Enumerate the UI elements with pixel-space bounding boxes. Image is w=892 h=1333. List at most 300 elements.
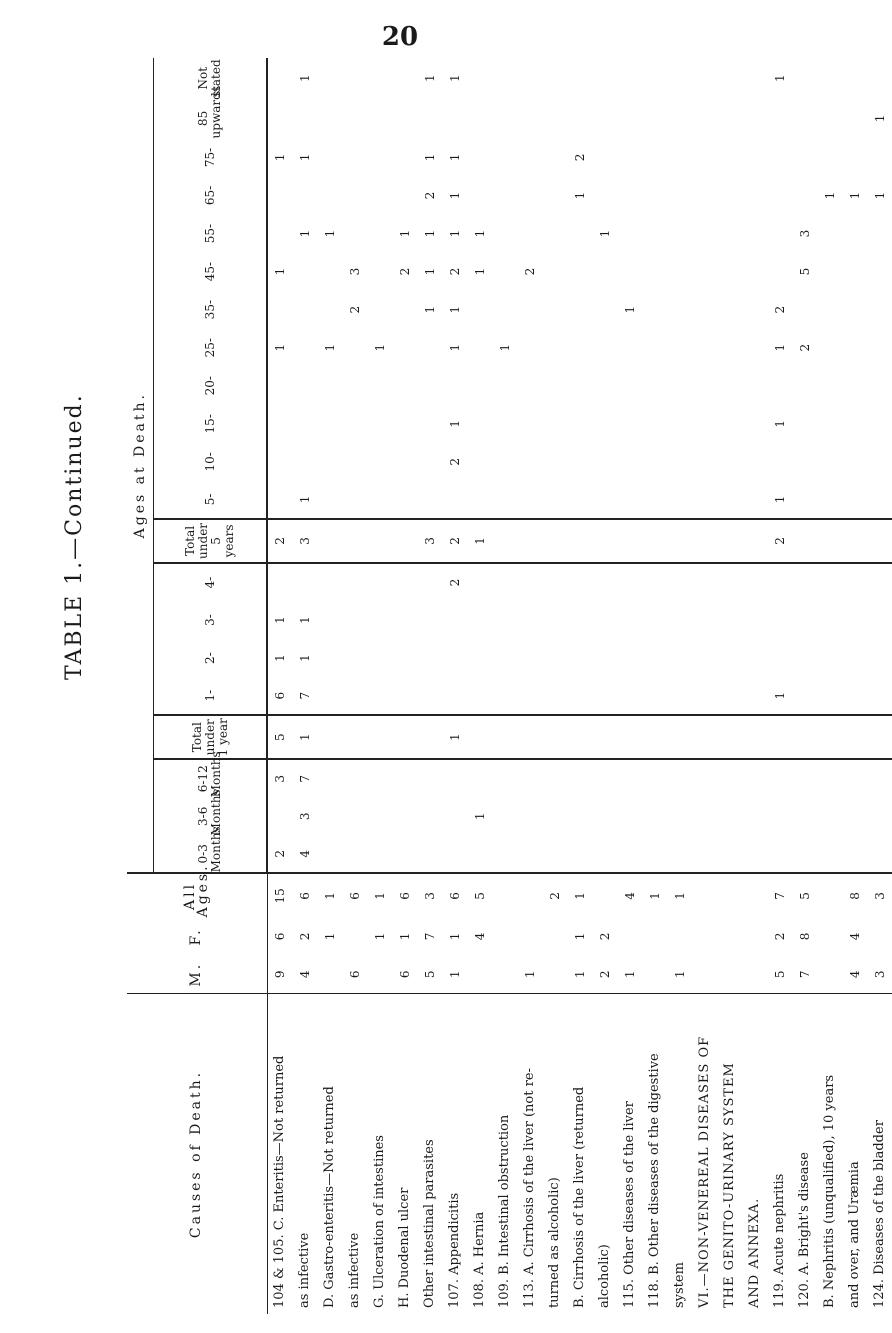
age-count [617, 329, 642, 367]
age-count [392, 329, 417, 367]
age-count [642, 601, 667, 639]
age-column-header: 65- [154, 176, 268, 214]
all-ages-count: 4 [622, 892, 637, 900]
age-count [392, 443, 417, 481]
age-count: 1 [273, 654, 287, 662]
age-count [842, 601, 867, 639]
age-count [517, 176, 542, 214]
age-count [542, 98, 567, 138]
age-count [767, 601, 792, 639]
cause-of-death: system [667, 994, 692, 1314]
ages-at-death-header: Ages at Death. [127, 58, 154, 873]
age-count [392, 563, 417, 601]
age-count [767, 639, 792, 677]
age-count [817, 98, 842, 138]
age-count [842, 291, 867, 329]
age-count [492, 519, 517, 563]
table-row [667, 58, 692, 1314]
age-count [517, 715, 542, 759]
age-count [792, 98, 817, 138]
age-count [692, 797, 717, 835]
cause-of-death: VI.—NON-VENEREAL DISEASES OF [692, 994, 717, 1314]
age-count [542, 835, 567, 873]
age-count [392, 138, 417, 176]
age-count [742, 138, 767, 176]
male-count: 2 [597, 970, 612, 979]
female-count [692, 917, 717, 955]
age-count: 1 [467, 519, 492, 563]
age-count [742, 253, 767, 291]
age-count [317, 677, 342, 715]
age-count [867, 601, 892, 639]
age-count [567, 759, 592, 797]
age-count [567, 98, 592, 138]
cause-of-death: and over, and Uræmia [842, 994, 867, 1314]
all-ages-count: 5 [797, 892, 812, 900]
age-count [792, 405, 817, 443]
age-count: 1 [322, 229, 337, 238]
age-count [617, 481, 642, 519]
age-count [392, 601, 417, 639]
age-count [342, 639, 367, 677]
table-row [317, 58, 342, 1314]
age-count [692, 291, 717, 329]
age-count [542, 677, 567, 715]
age-count [342, 405, 367, 443]
age-count [392, 797, 417, 835]
age-count [567, 563, 592, 601]
age-count [642, 639, 667, 677]
age-count [792, 481, 817, 519]
age-count [267, 563, 292, 601]
male-count: 1 [622, 970, 637, 979]
female-count: 2 [597, 932, 612, 941]
age-count [417, 677, 442, 715]
age-count [542, 405, 567, 443]
age-count: 7 [292, 677, 317, 715]
age-count [592, 601, 617, 639]
table-caption: TABLE 1.—Continued. [62, 393, 87, 680]
age-count [692, 98, 717, 138]
age-count [742, 98, 767, 138]
female-count [667, 917, 692, 955]
age-count [367, 797, 392, 835]
age-count [867, 677, 892, 715]
age-count [592, 253, 617, 291]
age-count [292, 443, 317, 481]
age-count: 1 [772, 419, 787, 428]
age-count [317, 715, 342, 759]
age-count [367, 176, 392, 214]
age-count [467, 601, 492, 639]
age-count [417, 601, 442, 639]
female-count: 6 [272, 932, 287, 941]
age-count [617, 98, 642, 138]
age-count [492, 58, 517, 98]
age-count [292, 329, 317, 367]
age-count [567, 481, 592, 519]
table-row [792, 58, 817, 1314]
age-count: 1 [872, 191, 887, 200]
age-count [317, 639, 342, 677]
age-count [267, 405, 292, 443]
age-count [717, 759, 742, 797]
age-count [517, 98, 542, 138]
male-count: 6 [347, 970, 362, 979]
age-count [342, 443, 367, 481]
all-ages-count [817, 873, 842, 917]
age-count [667, 715, 692, 759]
cause-of-death: 113. A. Cirrhosis of the liver (not re- [517, 994, 542, 1314]
age-count [667, 253, 692, 291]
age-count [642, 677, 667, 715]
age-count [717, 639, 742, 677]
female-count: 1 [447, 932, 462, 941]
all-ages-count: 3 [872, 892, 887, 900]
age-count [692, 443, 717, 481]
age-count: 1 [447, 191, 462, 200]
age-count [292, 98, 317, 138]
age-count [717, 176, 742, 214]
age-count: 1 [297, 616, 312, 624]
age-count: 2 [772, 305, 787, 314]
cause-of-death: 108. A. Hernia [467, 994, 492, 1314]
age-group-header-row [127, 58, 154, 1314]
age-count [592, 98, 617, 138]
age-count [517, 601, 542, 639]
age-count [692, 759, 717, 797]
age-column-header: 35- [154, 291, 268, 329]
age-count [492, 291, 517, 329]
age-count [517, 797, 542, 835]
age-count [867, 481, 892, 519]
age-count [442, 98, 467, 138]
age-count [492, 715, 517, 759]
female-count: 2 [772, 932, 787, 941]
age-count [567, 797, 592, 835]
age-count [717, 797, 742, 835]
age-count [867, 519, 892, 563]
age-count [867, 715, 892, 759]
age-count [567, 835, 592, 873]
age-count [267, 797, 292, 835]
age-count [642, 253, 667, 291]
age-count: 1 [447, 305, 462, 314]
age-count [742, 443, 767, 481]
age-count [792, 291, 817, 329]
age-count: 1 [273, 616, 287, 624]
age-count [742, 215, 767, 253]
age-count [692, 835, 717, 873]
age-count [792, 715, 817, 759]
age-count: 6 [267, 677, 292, 715]
all-ages-count: 8 [847, 892, 862, 900]
age-count [667, 176, 692, 214]
cause-of-death: D. Gastro-enteritis—Not returned [317, 994, 342, 1314]
age-count [567, 405, 592, 443]
age-count [717, 519, 742, 563]
age-count [517, 481, 542, 519]
age-count [717, 138, 742, 176]
age-count [817, 835, 842, 873]
age-count [467, 291, 492, 329]
cause-of-death: AND ANNEXA. [742, 994, 767, 1314]
age-count [317, 253, 342, 291]
age-count [367, 715, 392, 759]
age-column-header: 0-3 Months [154, 835, 268, 873]
age-count [567, 329, 592, 367]
age-count [667, 58, 692, 98]
age-count [492, 253, 517, 291]
age-count [792, 519, 817, 563]
table-row [267, 58, 292, 1314]
age-count [367, 601, 392, 639]
age-count [792, 443, 817, 481]
age-count [842, 639, 867, 677]
age-column-header: Not stated [154, 58, 268, 98]
age-count: 1 [847, 191, 862, 200]
age-column-header: 25- [154, 329, 268, 367]
age-count [692, 405, 717, 443]
age-count [292, 291, 317, 329]
age-count [792, 138, 817, 176]
age-count [367, 405, 392, 443]
age-count [342, 715, 367, 759]
table-row [867, 58, 892, 1314]
male-header: M. [127, 955, 267, 993]
age-count [317, 835, 342, 873]
age-count [317, 98, 342, 138]
age-count [367, 253, 392, 291]
female-count [492, 917, 517, 955]
age-count [692, 176, 717, 214]
age-count [542, 759, 567, 797]
age-count [692, 601, 717, 639]
age-count [417, 481, 442, 519]
female-count [742, 917, 767, 955]
age-count [667, 329, 692, 367]
age-count [617, 215, 642, 253]
age-count [342, 215, 367, 253]
age-count [817, 253, 842, 291]
age-count: 1 [273, 267, 287, 276]
age-count [667, 405, 692, 443]
age-count: 1 [872, 114, 887, 123]
age-count [467, 443, 492, 481]
female-count [717, 917, 742, 955]
age-count [792, 176, 817, 214]
age-count [592, 677, 617, 715]
age-count [667, 519, 692, 563]
female-count: 4 [847, 932, 862, 941]
age-count [467, 58, 492, 98]
age-count: 2 [447, 458, 462, 466]
age-count [867, 367, 892, 405]
age-count [542, 519, 567, 563]
all-ages-count [517, 873, 542, 917]
cause-of-death: alcoholic) [592, 994, 617, 1314]
cause-of-death: 124. Diseases of the bladder [867, 994, 892, 1314]
age-count [867, 563, 892, 601]
age-count [867, 639, 892, 677]
female-count [642, 917, 667, 955]
age-count [492, 443, 517, 481]
age-count [842, 215, 867, 253]
age-count [642, 835, 667, 873]
age-column-header: 45- [154, 253, 268, 291]
all-ages-count [492, 873, 517, 917]
age-count [342, 481, 367, 519]
age-count [792, 759, 817, 797]
age-count [692, 58, 717, 98]
age-count [342, 58, 367, 98]
table-row [492, 58, 517, 1314]
section-heading-row [742, 58, 767, 1314]
age-count: 1 [422, 74, 437, 83]
age-count [517, 405, 542, 443]
age-count [367, 138, 392, 176]
age-count [392, 405, 417, 443]
age-count [817, 291, 842, 329]
age-count [767, 759, 792, 797]
table-row [842, 58, 867, 1314]
age-count [842, 367, 867, 405]
age-count [767, 715, 792, 759]
mortality-table [127, 58, 892, 1314]
age-count [717, 215, 742, 253]
table-row [542, 58, 567, 1314]
table-row [417, 58, 442, 1314]
age-count [367, 835, 392, 873]
age-count [692, 138, 717, 176]
age-count: 1 [297, 74, 312, 83]
female-count [342, 917, 367, 955]
age-count [717, 715, 742, 759]
female-count: 4 [472, 932, 487, 941]
age-count [467, 759, 492, 797]
age-column-header: 5- [154, 481, 268, 519]
age-count [542, 601, 567, 639]
female-count: 1 [572, 932, 587, 941]
age-count: 1 [447, 153, 462, 162]
age-count [717, 563, 742, 601]
age-count [742, 759, 767, 797]
age-count [567, 291, 592, 329]
male-count: 9 [272, 970, 287, 979]
age-count [717, 835, 742, 873]
age-count [842, 98, 867, 138]
male-count [692, 955, 717, 993]
age-count [467, 563, 492, 601]
cause-of-death: 104 & 105. C. Enteritis—Not returned [267, 994, 292, 1314]
age-column-header: 85 upwards [154, 98, 268, 138]
age-count: 1 [447, 74, 462, 83]
age-count [817, 58, 842, 98]
age-count [792, 563, 817, 601]
age-count [442, 759, 467, 797]
female-count: 1 [397, 932, 412, 941]
age-count [467, 176, 492, 214]
male-count: 1 [447, 970, 462, 979]
age-column-header: 10- [154, 443, 268, 481]
male-count: 1 [572, 970, 587, 979]
age-count [742, 291, 767, 329]
age-count [367, 443, 392, 481]
all-ages-count: 1 [647, 892, 662, 900]
age-count [392, 58, 417, 98]
age-count [542, 138, 567, 176]
age-count [667, 797, 692, 835]
age-count [267, 443, 292, 481]
age-count [367, 759, 392, 797]
all-ages-count: 1 [322, 892, 337, 900]
age-count: 1 [597, 229, 612, 238]
age-count [392, 98, 417, 138]
age-count [267, 176, 292, 214]
age-count [417, 98, 442, 138]
age-count [417, 443, 442, 481]
age-count [742, 639, 767, 677]
age-column-header: Total under 1 year [154, 715, 268, 759]
age-count [767, 98, 792, 138]
age-count [267, 367, 292, 405]
age-count [267, 215, 292, 253]
age-count [717, 98, 742, 138]
age-count: 4 [292, 835, 317, 873]
age-count [717, 291, 742, 329]
age-count [467, 367, 492, 405]
age-count: 2 [267, 519, 292, 563]
age-count [367, 519, 392, 563]
age-count [342, 98, 367, 138]
age-count: 3 [347, 267, 362, 276]
age-count [717, 253, 742, 291]
male-count [492, 955, 517, 993]
age-count [567, 367, 592, 405]
age-count [767, 443, 792, 481]
age-count [617, 715, 642, 759]
cause-of-death: turned as alcoholic) [542, 994, 567, 1314]
age-count [417, 759, 442, 797]
age-count [342, 367, 367, 405]
age-count [367, 563, 392, 601]
age-count [817, 443, 842, 481]
age-count [517, 367, 542, 405]
age-count [542, 58, 567, 98]
age-count [592, 138, 617, 176]
age-count: 2 [447, 267, 462, 276]
age-count [692, 253, 717, 291]
age-count [742, 58, 767, 98]
age-count [517, 329, 542, 367]
age-count [417, 639, 442, 677]
age-count [842, 519, 867, 563]
age-column-header: 20- [154, 367, 268, 405]
cause-of-death: H. Duodenal ulcer [392, 994, 417, 1314]
age-count [467, 639, 492, 677]
age-count [642, 329, 667, 367]
age-count [517, 759, 542, 797]
age-count [592, 405, 617, 443]
age-count: 1 [822, 191, 837, 200]
age-count [642, 759, 667, 797]
all-ages-count [692, 873, 717, 917]
age-count: 2 [442, 519, 467, 563]
causes-of-death-header: Causes of Death. [127, 994, 267, 1314]
male-count [367, 955, 392, 993]
age-count [767, 176, 792, 214]
age-count [617, 601, 642, 639]
